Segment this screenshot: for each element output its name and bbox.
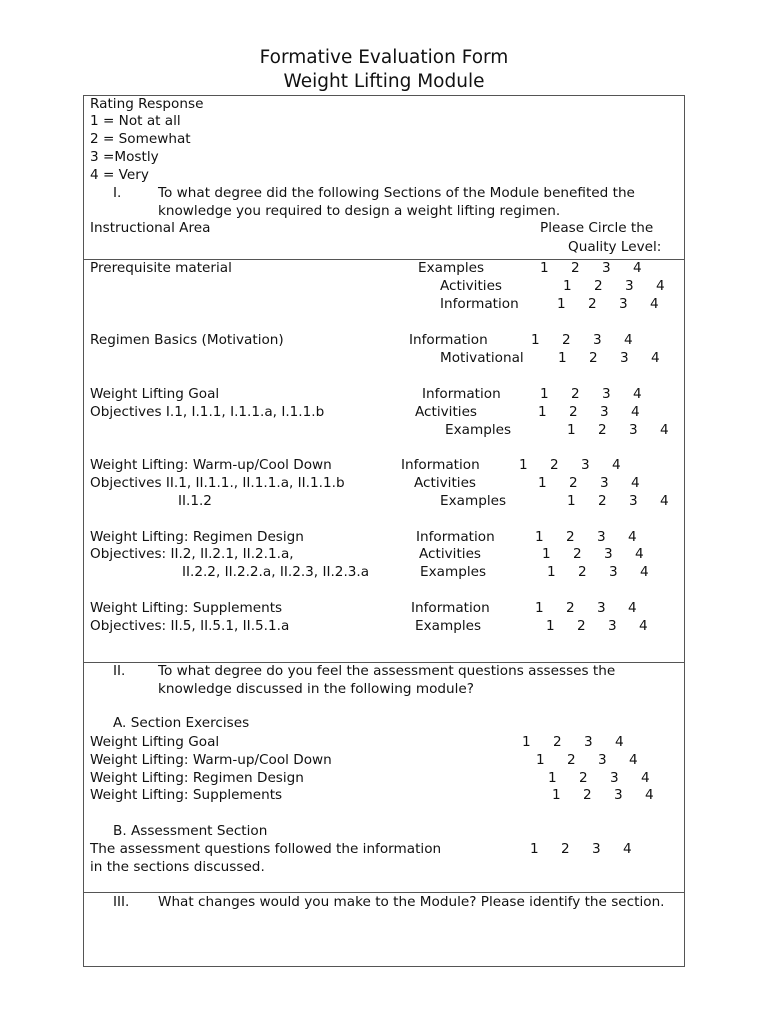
- section-number: III.: [113, 894, 130, 910]
- area-objectives: II.2.2, II.2.2.a, II.2.3, II.2.3.a: [182, 564, 370, 580]
- section-question: To what degree did the following Sections of the Module benefited the: [158, 185, 635, 201]
- rating-scale[interactable]: 1 2 3 4: [519, 457, 621, 473]
- part-heading: A. Section Exercises: [113, 715, 250, 731]
- column-header-area: Instructional Area: [90, 220, 211, 236]
- area-objectives: Objectives II.1, II.1.1., II.1.1.a, II.1.1.b: [90, 475, 345, 491]
- rating-type: Information: [422, 386, 501, 402]
- rating-type: Information: [401, 457, 480, 473]
- rating-item: 4 = Very: [90, 167, 149, 183]
- rating-type: Examples: [420, 564, 487, 580]
- rating-scale[interactable]: 1 2 3 4: [542, 546, 644, 562]
- area-objectives: Objectives: II.2, II.2.1, II.2.1.a,: [90, 546, 294, 562]
- area-objectives: Objectives: II.5, II.5.1, II.5.1.a: [90, 618, 290, 634]
- rating-scale[interactable]: 1 2 3 4: [540, 386, 642, 402]
- section-question: knowledge you required to design a weight lifting regimen.: [158, 203, 561, 219]
- rating-item: 1 = Not at all: [90, 113, 181, 129]
- rating-scale[interactable]: 1 2 3 4: [547, 564, 649, 580]
- assessment-text: The assessment questions followed the information: [90, 841, 442, 857]
- area-label: Weight Lifting Goal: [90, 386, 220, 402]
- rating-scale[interactable]: 1 2 3 4: [535, 600, 637, 616]
- rating-heading: Rating Response: [90, 96, 204, 112]
- section-question: To what degree do you feel the assessment questions assesses the: [158, 663, 616, 679]
- rating-item: 3 =Mostly: [90, 149, 159, 165]
- column-header-quality: Please Circle the: [540, 220, 654, 236]
- exercise-label: Weight Lifting: Regimen Design: [90, 770, 304, 786]
- rating-type: Activities: [415, 404, 478, 420]
- rating-scale[interactable]: 1 2 3 4: [522, 734, 624, 750]
- area-label: Regimen Basics (Motivation): [90, 332, 284, 348]
- rating-scale[interactable]: 1 2 3 4: [530, 841, 632, 857]
- rating-type: Information: [440, 296, 519, 312]
- rating-type: Motivational: [440, 350, 524, 366]
- area-objectives: II.1.2: [178, 493, 212, 509]
- exercise-label: Weight Lifting: Warm-up/Cool Down: [90, 752, 332, 768]
- rating-scale[interactable]: 1 2 3 4: [531, 332, 633, 348]
- section-number: I.: [113, 185, 122, 201]
- rating-type: Examples: [418, 260, 485, 276]
- rating-scale[interactable]: 1 2 3 4: [557, 296, 659, 312]
- rating-type: Activities: [419, 546, 482, 562]
- rating-type: Activities: [440, 278, 503, 294]
- rating-type: Activities: [414, 475, 477, 491]
- rating-type: Information: [409, 332, 488, 348]
- rating-type: Examples: [445, 422, 512, 438]
- column-header-quality: Quality Level:: [568, 239, 662, 255]
- page-title: Formative Evaluation Form: [259, 47, 509, 68]
- exercise-label: Weight Lifting Goal: [90, 734, 220, 750]
- rating-type: Examples: [440, 493, 507, 509]
- area-objectives: Objectives I.1, I.1.1, I.1.1.a, I.1.1.b: [90, 404, 325, 420]
- rating-scale[interactable]: 1 2 3 4: [536, 752, 638, 768]
- rating-scale[interactable]: 1 2 3 4: [548, 770, 650, 786]
- area-label: Weight Lifting: Warm-up/Cool Down: [90, 457, 332, 473]
- part-heading: B. Assessment Section: [113, 823, 268, 839]
- rating-item: 2 = Somewhat: [90, 131, 191, 147]
- area-label: Prerequisite material: [90, 260, 232, 276]
- rating-scale[interactable]: 1 2 3 4: [552, 787, 654, 803]
- section-question: knowledge discussed in the following module?: [158, 681, 474, 697]
- rating-scale[interactable]: 1 2 3 4: [567, 493, 669, 509]
- rating-scale[interactable]: 1 2 3 4: [538, 404, 640, 420]
- section-question: What changes would you make to the Module? Please identify the section.: [158, 894, 665, 910]
- rating-scale[interactable]: 1 2 3 4: [567, 422, 669, 438]
- section-number: II.: [113, 663, 126, 679]
- area-label: Weight Lifting: Regimen Design: [90, 529, 304, 545]
- exercise-label: Weight Lifting: Supplements: [90, 787, 283, 803]
- area-label: Weight Lifting: Supplements: [90, 600, 283, 616]
- page-subtitle: Weight Lifting Module: [283, 71, 485, 92]
- assessment-text: in the sections discussed.: [90, 859, 265, 875]
- rating-type: Examples: [415, 618, 482, 634]
- rating-scale[interactable]: 1 2 3 4: [546, 618, 648, 634]
- rating-scale[interactable]: 1 2 3 4: [540, 260, 642, 276]
- rating-scale[interactable]: 1 2 3 4: [535, 529, 637, 545]
- rating-type: Information: [416, 529, 495, 545]
- rating-scale[interactable]: 1 2 3 4: [563, 278, 665, 294]
- rating-type: Information: [411, 600, 490, 616]
- rating-scale[interactable]: 1 2 3 4: [558, 350, 660, 366]
- rating-scale[interactable]: 1 2 3 4: [538, 475, 640, 491]
